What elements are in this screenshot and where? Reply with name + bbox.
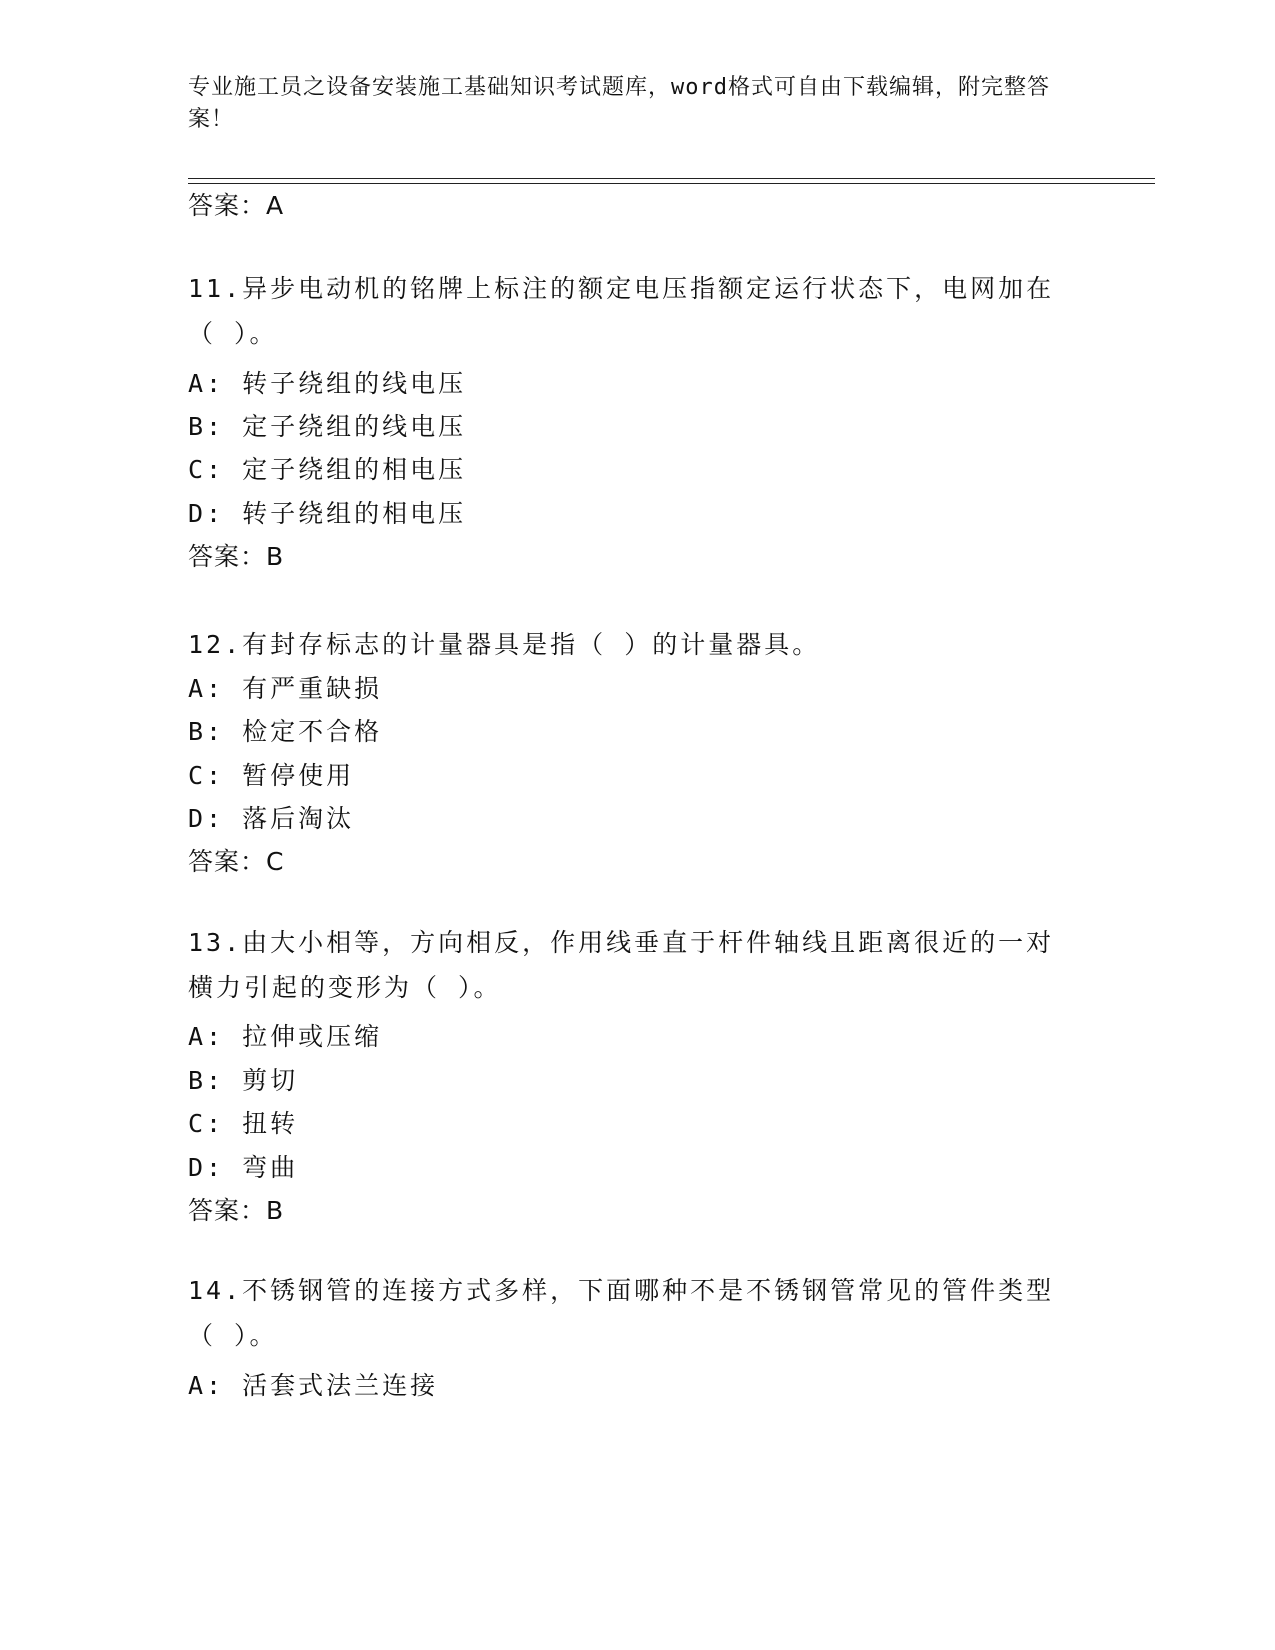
option-b: B: 检定不合格 (188, 717, 383, 746)
option-d: D: 弯曲 (188, 1153, 299, 1182)
option-b: B: 定子绕组的线电压 (188, 412, 467, 441)
option-a: A: 拉伸或压缩 (188, 1022, 383, 1051)
answer-line: 答案：A (188, 191, 285, 220)
answer-line: 答案：B (188, 542, 285, 571)
answer-line: 答案：C (188, 847, 285, 876)
question-stem: 14.不锈钢管的连接方式多样，下面哪种不是不锈钢管常见的管件类型（ ）。 (188, 1276, 1055, 1350)
option-a: A: 转子绕组的线电压 (188, 369, 467, 398)
option-b: B: 剪切 (188, 1066, 299, 1095)
document-header: 专业施工员之设备安装施工基础知识考试题库，word格式可自由下载编辑，附完整答案！ (188, 75, 1050, 132)
option-d: D: 转子绕组的相电压 (188, 499, 467, 528)
question-stem: 11.异步电动机的铭牌上标注的额定电压指额定运行状态下，电网加在（ ）。 (188, 274, 1055, 348)
header-divider (188, 178, 1155, 184)
option-c: C: 定子绕组的相电压 (188, 455, 467, 484)
question-stem: 13.由大小相等，方向相反，作用线垂直于杆件轴线且距离很近的一对横力引起的变形为（ ）。 (188, 928, 1055, 1002)
answer-line: 答案：B (188, 1196, 285, 1225)
option-c: C: 暂停使用 (188, 761, 355, 790)
option-a: A: 有严重缺损 (188, 674, 383, 703)
option-d: D: 落后淘汰 (188, 804, 355, 833)
option-c: C: 扭转 (188, 1109, 299, 1138)
option-a: A: 活套式法兰连接 (188, 1371, 439, 1400)
question-stem: 12.有封存标志的计量器具是指（ ）的计量器具。 (188, 630, 821, 659)
